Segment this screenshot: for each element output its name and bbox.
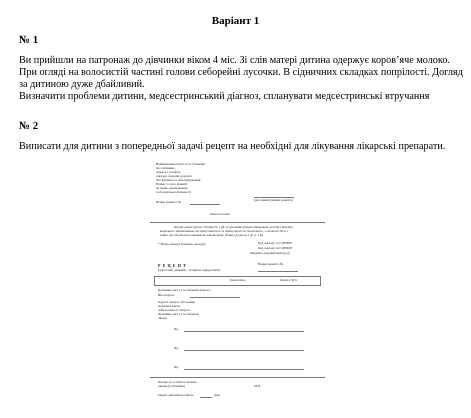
form-header-line: господарської діяльності xyxy=(156,190,191,194)
code-label: Код закладу за ЄДРПОУ xyxy=(258,246,293,250)
validity-line xyxy=(200,397,212,398)
recipe-number-label: Номер рецепта № xyxy=(258,262,284,266)
rp-label: Rp: xyxy=(174,365,179,369)
date-note: (дата виписування рецепта) xyxy=(254,198,293,202)
date-line xyxy=(258,271,298,272)
form-header-line: Номер та дата ліцензії xyxy=(156,182,188,186)
form-header-line: Найменування (ім'я та по батькові) xyxy=(156,162,206,166)
form-header-line: Адреса і телефон xyxy=(156,170,181,174)
patient-name-label: Прізвище, ім'я та по батькові хворого xyxy=(158,288,211,292)
form-description-line: таких, що підлягають предметно-кількісному обліку (додаток 1 до п. 1.8) xyxy=(160,233,263,237)
form-header-line: або фізичної особи-підприємця, xyxy=(156,178,202,182)
validity-end: днів xyxy=(214,393,220,397)
task-2-text xyxy=(19,141,464,153)
task-1-line: Ви прийшли на патронаж до дівчинки віком 4 міс. Зі слів матері дитина одержує коров’яче молоко. xyxy=(19,55,450,66)
form-header-line: або прізвище, xyxy=(156,166,176,170)
form-divider xyxy=(150,377,325,378)
address-line: Прізвище, ім'я та по батькові xyxy=(158,312,199,316)
form-header-line: закладу охорони здоров'я xyxy=(156,174,192,178)
stamp-label: місце печатки xyxy=(210,212,230,216)
page-title: Варіант 1 xyxy=(211,15,260,27)
seal-label: М.П. xyxy=(254,384,261,388)
task-1-line: Визначити проблеми дитини, медсестринський діагноз, спланувати медсестринські втручання xyxy=(19,91,430,102)
recipe-number-label: Номер рецепта № xyxy=(156,200,182,204)
rp-line xyxy=(184,369,304,370)
task-1-text xyxy=(19,55,464,103)
rp-label: Rp: xyxy=(174,346,179,350)
age-line xyxy=(190,297,240,298)
address-line: лікаря xyxy=(158,316,167,320)
task-2-line: Виписати для дитини з попередньої задачі рецепт на необхідні для лікування лікарські препарати. xyxy=(19,141,446,152)
half-payment-label: Оплата 50% xyxy=(280,278,297,282)
address-line: амбулаторного хворого xyxy=(158,308,191,312)
form-description-line: медичного призначення, що відпускаються за повну вартість, безоплатно, з оплатою 50%, і xyxy=(160,229,289,233)
form-divider xyxy=(150,222,325,223)
form-description-line: Форма рецептурного бланка № 1 (ф-1) для виписування лікарських засобів і виробів xyxy=(174,225,293,229)
free-label: Безоплатно xyxy=(230,278,246,282)
task-2-number: № 2 xyxy=(19,120,39,132)
recipe-form-image xyxy=(150,163,325,403)
validity-label: Рецепт дійсний протягом xyxy=(158,393,194,397)
recipe-subtitle: (дорослий, дитячий – потрібне підкреслити) xyxy=(158,268,221,272)
recipe-title: Р Е Ц Е П Т xyxy=(158,263,187,268)
rp-label: Rp: xyxy=(174,327,179,331)
signature-line: лікаря (розбірливо) xyxy=(158,384,186,388)
rp-line xyxy=(184,350,304,351)
recipe-number-line xyxy=(190,204,220,205)
task-1-line: за дитиною дуже дбайливий. xyxy=(19,79,145,90)
code-label: Медична документація (р-к) xyxy=(250,251,290,255)
form-header-line: на право провадження xyxy=(156,186,188,190)
address-line: медичної карти xyxy=(158,304,180,308)
task-1-number: № 1 xyxy=(19,34,39,46)
address-line: Адреса хворого або номер xyxy=(158,300,196,304)
signature-line: Підпис та особиста печатка xyxy=(158,380,197,384)
task-1-line: При огляді на волосистій частині голови себорейні лусочки. В сідничних складках попрілості. Догляд xyxy=(19,67,463,78)
rp-line xyxy=(184,331,304,332)
code-label: Код закладу за ЄДРПОУ xyxy=(258,241,293,245)
institution-label: * Назва закладу (печатка закладу) xyxy=(158,242,206,246)
patient-age-label: Вік хворого xyxy=(158,293,175,297)
